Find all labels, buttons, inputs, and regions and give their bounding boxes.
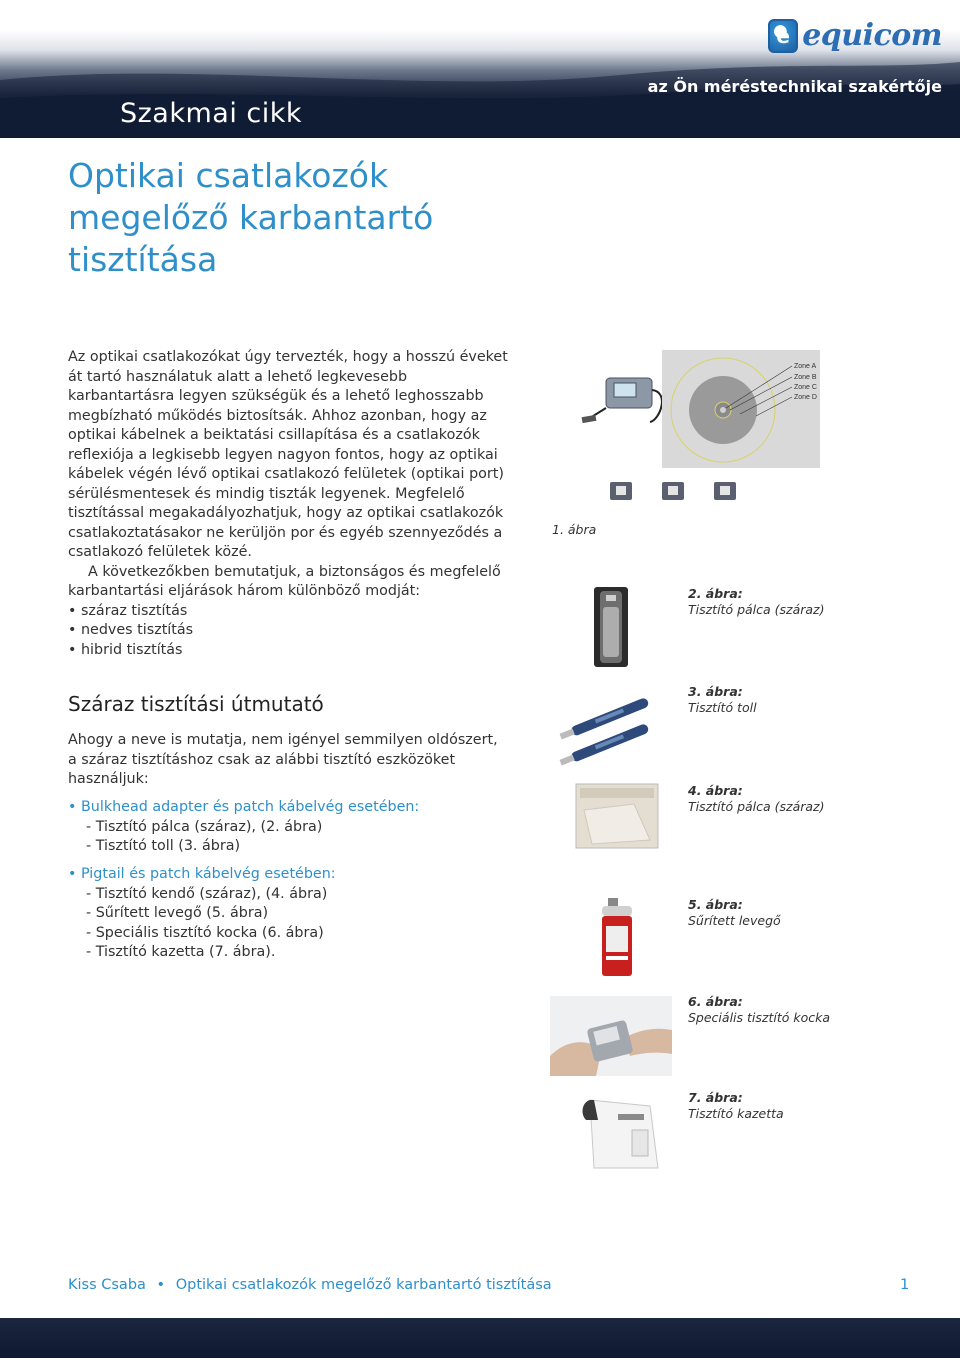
footer-title: Optikai csatlakozók megelőző karbantartó tisztítása xyxy=(175,1277,552,1293)
figure-3-caption xyxy=(688,684,757,716)
logo-e-icon: e xyxy=(768,19,798,53)
list-item: - Tisztító pálca (száraz), (2. ábra) xyxy=(86,818,508,838)
footer-bar xyxy=(0,1318,960,1358)
connector-adapters-icon xyxy=(610,482,736,500)
figure-caption-text: Tisztító toll xyxy=(688,700,757,715)
page-footer xyxy=(68,1277,552,1293)
company-logo xyxy=(768,18,942,53)
zone-label: Zone C xyxy=(794,384,817,391)
page-number: 1 xyxy=(900,1277,910,1293)
figure-number: 5. ábra: xyxy=(688,897,743,912)
figure-number: 4. ábra: xyxy=(688,783,743,798)
figure-number: 1. ábra xyxy=(552,522,597,537)
footer-separator: • xyxy=(156,1277,166,1293)
figure-2-image xyxy=(594,587,628,667)
figure-number: 6. ábra: xyxy=(688,994,743,1009)
figure-caption-text: Speciális tisztító kocka xyxy=(688,1010,830,1025)
figure-3-image xyxy=(556,690,664,770)
header-banner xyxy=(0,0,960,138)
list-item: • hibrid tisztítás xyxy=(68,641,508,661)
figure-4-caption xyxy=(688,783,825,815)
figure-7-caption xyxy=(688,1090,784,1122)
tool-list xyxy=(68,885,508,963)
figure-caption-text: Sűrített levegő xyxy=(688,913,781,928)
title-line: megelőző karbantartó xyxy=(68,198,434,237)
figure-number: 7. ábra: xyxy=(688,1090,743,1105)
figure-1-image xyxy=(580,350,820,515)
article-title xyxy=(68,155,488,281)
section-intro: Ahogy a neve is mutatja, nem igényel semmilyen oldószert, a száraz tisztításhoz csak az alábbi tisztító eszközöket használjuk: xyxy=(68,732,498,787)
tool-list xyxy=(68,818,508,857)
list-item: • száraz tisztítás xyxy=(68,602,508,622)
list-item: - Tisztító toll (3. ábra) xyxy=(86,837,508,857)
list-item: • nedves tisztítás xyxy=(68,621,508,641)
section-heading: Száraz tisztítási útmutató xyxy=(68,692,324,716)
intro-paragraph: A következőkben bemutatjuk, a biztonságos és megfelelő karbantartási eljárások három különböző modját: xyxy=(68,563,501,599)
zone-label: Zone D xyxy=(794,394,817,401)
section-tag: Szakmai cikk xyxy=(120,98,303,129)
title-line: Optikai csatlakozók xyxy=(68,156,389,195)
methods-list xyxy=(68,602,508,661)
intro-text xyxy=(68,348,508,660)
figure-number: 3. ábra: xyxy=(688,684,743,699)
list-item: - Tisztító kazetta (7. ábra). xyxy=(86,943,508,963)
figure-7-image xyxy=(578,1092,664,1174)
company-tagline: az Ön méréstechnikai szakértője xyxy=(647,77,942,96)
figure-caption-text: Tisztító kazetta xyxy=(688,1106,784,1121)
tool-group-bulkhead xyxy=(68,798,508,857)
zone-label: Zone A xyxy=(794,363,817,370)
figure-number: 2. ábra: xyxy=(688,586,743,601)
figure-6-caption xyxy=(688,994,830,1026)
group-heading: • Bulkhead adapter és patch kábelvég esetében: xyxy=(68,798,508,818)
logo-text: equicom xyxy=(802,18,942,53)
list-item: - Tisztító kendő (száraz), (4. ábra) xyxy=(86,885,508,905)
figure-2-caption xyxy=(688,586,825,618)
group-heading: • Pigtail és patch kábelvég esetében: xyxy=(68,865,508,885)
figure-6-image xyxy=(550,996,672,1076)
list-item: - Speciális tisztító kocka (6. ábra) xyxy=(86,924,508,944)
tool-group-pigtail xyxy=(68,865,508,963)
figure-1-caption xyxy=(552,522,596,538)
footer-author: Kiss Csaba xyxy=(68,1277,146,1293)
figure-caption-text: Tisztító pálca (száraz) xyxy=(688,799,825,814)
zone-label: Zone B xyxy=(794,374,817,381)
figure-4-image xyxy=(574,780,660,852)
figure-caption-text: Tisztító pálca (száraz) xyxy=(688,602,825,617)
figure-5-image xyxy=(598,898,638,978)
figure-5-caption xyxy=(688,897,781,929)
intro-paragraph: Az optikai csatlakozókat úgy tervezték, hogy a hosszú éveket át tartó használatuk alatt a lehető legkevesebb karbantartásra legyen szükségük és a lehető leghosszabb megbízható működés biztosítsák. Ahhoz azonban, hogy az optikai kábelnek a beiktatási csillapítása és a csatlakozók reflexiója a legkisebb legyen nagyon fontos, hogy az optikai kábelek végén lévő optikai csatlakozó felületek (optikai port) sérülésmentesek és mindig tiszták legyenek. Megfelelő tisztítással megakadályozhatjuk, hogy az optikai csatlakozók csatlakoztatásakor ne kerüljön por és egyéb szennyeződés a csatlakozó felületek közé. xyxy=(68,349,508,560)
list-item: - Sűrített levegő (5. ábra) xyxy=(86,904,508,924)
title-line: tisztítása xyxy=(68,240,218,279)
